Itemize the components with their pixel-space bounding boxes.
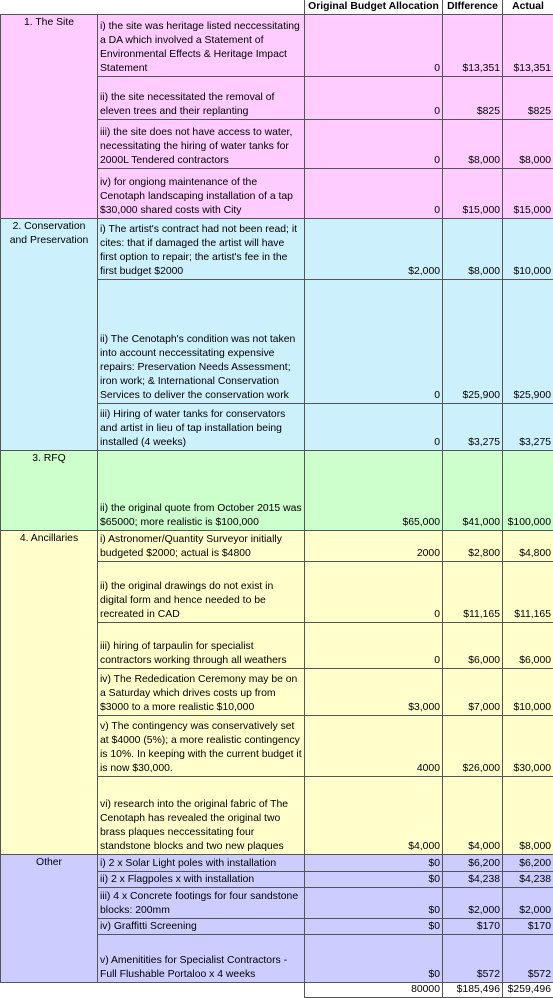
actual-cell: $3,275 <box>503 404 553 451</box>
item-description: i) Astronomer/Quantity Surveyor initially budgeted $2000; actual is $4800 <box>98 531 305 562</box>
actual-cell: $4,800 <box>503 531 553 562</box>
original-budget-cell: 4000 <box>305 716 443 777</box>
actual-cell: $100,000 <box>503 451 553 531</box>
difference-cell: $6,200 <box>443 855 503 872</box>
difference-cell: $4,000 <box>443 777 503 855</box>
item-description: i) 2 x Solar Light poles with installation <box>98 855 305 872</box>
actual-cell: $11,165 <box>503 562 553 623</box>
original-budget-cell: $2,000 <box>305 219 443 280</box>
difference-cell: $8,000 <box>443 219 503 280</box>
table-row <box>1 451 553 531</box>
original-budget-cell: $0 <box>305 935 443 983</box>
actual-cell: $25,900 <box>503 280 553 404</box>
header-difference: DIfference <box>443 0 503 15</box>
actual-cell: $8,000 <box>503 777 553 855</box>
difference-cell: $25,900 <box>443 280 503 404</box>
actual-cell: $4,238 <box>503 872 553 888</box>
item-description: i) The artist's contract had not been read; it cites: that if damaged the artist will have first option to repair; the artist's fee in the first budget $2000 <box>98 219 305 280</box>
difference-cell: $13,351 <box>443 15 503 77</box>
total-actual: $259,496 <box>503 983 553 998</box>
header-row <box>1 0 553 15</box>
total-original: 80000 <box>305 983 443 998</box>
difference-cell: $170 <box>443 919 503 935</box>
actual-cell: $13,351 <box>503 15 553 77</box>
table-row <box>1 531 553 562</box>
difference-cell: $7,000 <box>443 669 503 716</box>
original-budget-cell: 0 <box>305 77 443 120</box>
original-budget-cell: $3,000 <box>305 669 443 716</box>
item-description: iii) the site does not have access to water, necessitating the hiring of water tanks for 2000L Tendered contractors <box>98 120 305 169</box>
item-description: iii) Hiring of water tanks for conservators and artist in lieu of tap installation being installed (4 weeks) <box>98 404 305 451</box>
actual-cell: $6,200 <box>503 855 553 872</box>
actual-cell: $2,000 <box>503 888 553 919</box>
actual-cell: $15,000 <box>503 169 553 219</box>
actual-cell: $8,000 <box>503 120 553 169</box>
original-budget-cell: $0 <box>305 919 443 935</box>
original-budget-cell: 0 <box>305 562 443 623</box>
table-row <box>1 855 553 872</box>
actual-cell: $10,000 <box>503 219 553 280</box>
item-description: iii) 4 x Concrete footings for four sandstone blocks: 200mm <box>98 888 305 919</box>
original-budget-cell: $65,000 <box>305 451 443 531</box>
difference-cell: $6,000 <box>443 623 503 669</box>
section-title: 2. Conservation and Preservation <box>1 219 98 451</box>
original-budget-cell: 0 <box>305 15 443 77</box>
item-description: ii) 2 x Flagpoles x with installation <box>98 872 305 888</box>
item-description: iv) Graffitti Screening <box>98 919 305 935</box>
item-description: ii) the original quote from October 2015 was $65000; more realistic is $100,000 <box>98 451 305 531</box>
original-budget-cell: $4,000 <box>305 777 443 855</box>
difference-cell: $2,800 <box>443 531 503 562</box>
header-actual: Actual <box>503 0 553 15</box>
section-title: 3. RFQ <box>1 451 98 531</box>
original-budget-cell: 0 <box>305 280 443 404</box>
total-difference: $185,496 <box>443 983 503 998</box>
original-budget-cell: 0 <box>305 169 443 219</box>
totals-blank <box>1 983 305 998</box>
table-row <box>1 219 553 280</box>
original-budget-cell: $0 <box>305 855 443 872</box>
totals-row <box>1 983 553 998</box>
item-description: iv) for ongiong maintenance of the Cenotaph landscaping installation of a tap $30,000 shared costs with City <box>98 169 305 219</box>
difference-cell: $572 <box>443 935 503 983</box>
original-budget-cell: 0 <box>305 623 443 669</box>
difference-cell: $825 <box>443 77 503 120</box>
original-budget-cell: 2000 <box>305 531 443 562</box>
table-row <box>1 15 553 77</box>
section-title: 4. Ancillaries <box>1 531 98 855</box>
original-budget-cell: $0 <box>305 888 443 919</box>
item-description: v) The contingency was conservatively set at $4000 (5%); a more realistic contingency is 10%. In keeping with the current budget it is now $30,000. <box>98 716 305 777</box>
difference-cell: $3,275 <box>443 404 503 451</box>
original-budget-cell: 0 <box>305 120 443 169</box>
difference-cell: $8,000 <box>443 120 503 169</box>
item-description: v) Amenitities for Specialist Contractors - Full Flushable Portaloo x 4 weeks <box>98 935 305 983</box>
item-description: i) the site was heritage listed neccessitating a DA which involved a Statement of Environmental Effects & Heritage Impact Statement <box>98 15 305 77</box>
header-original-budget: Original Budget Allocation <box>305 0 443 15</box>
item-description: iii) hiring of tarpaulin for specialist contractors working through all weathers <box>98 623 305 669</box>
original-budget-cell: 0 <box>305 404 443 451</box>
difference-cell: $26,000 <box>443 716 503 777</box>
actual-cell: $10,000 <box>503 669 553 716</box>
item-description: ii) the original drawings do not exist in digital form and hence needed to be recreated in CAD <box>98 562 305 623</box>
item-description: vi) research into the original fabric of The Cenotaph has revealed the original two brass plaques neccessitating four standstone blocks and two new plaques <box>98 777 305 855</box>
difference-cell: $2,000 <box>443 888 503 919</box>
section-title: Other <box>1 855 98 983</box>
item-description: ii) The Cenotaph's condition was not taken into account neccessitating expensive repairs: Preservation Needs Assessment; iron work; & International Conservation Services to deliver the conservation work <box>98 280 305 404</box>
difference-cell: $41,000 <box>443 451 503 531</box>
actual-cell: $6,000 <box>503 623 553 669</box>
original-budget-cell: $0 <box>305 872 443 888</box>
actual-cell: $170 <box>503 919 553 935</box>
actual-cell: $825 <box>503 77 553 120</box>
difference-cell: $11,165 <box>443 562 503 623</box>
header-blank-desc <box>98 0 305 15</box>
item-description: iv) The Rededication Ceremony may be on a Saturday which drives costs up from $3000 to a more realistic $10,000 <box>98 669 305 716</box>
difference-cell: $15,000 <box>443 169 503 219</box>
difference-cell: $4,238 <box>443 872 503 888</box>
header-blank-section <box>1 0 98 15</box>
actual-cell: $30,000 <box>503 716 553 777</box>
actual-cell: $572 <box>503 935 553 983</box>
item-description: ii) the site necessitated the removal of eleven trees and their replanting <box>98 77 305 120</box>
section-title: 1. The Site <box>1 15 98 219</box>
